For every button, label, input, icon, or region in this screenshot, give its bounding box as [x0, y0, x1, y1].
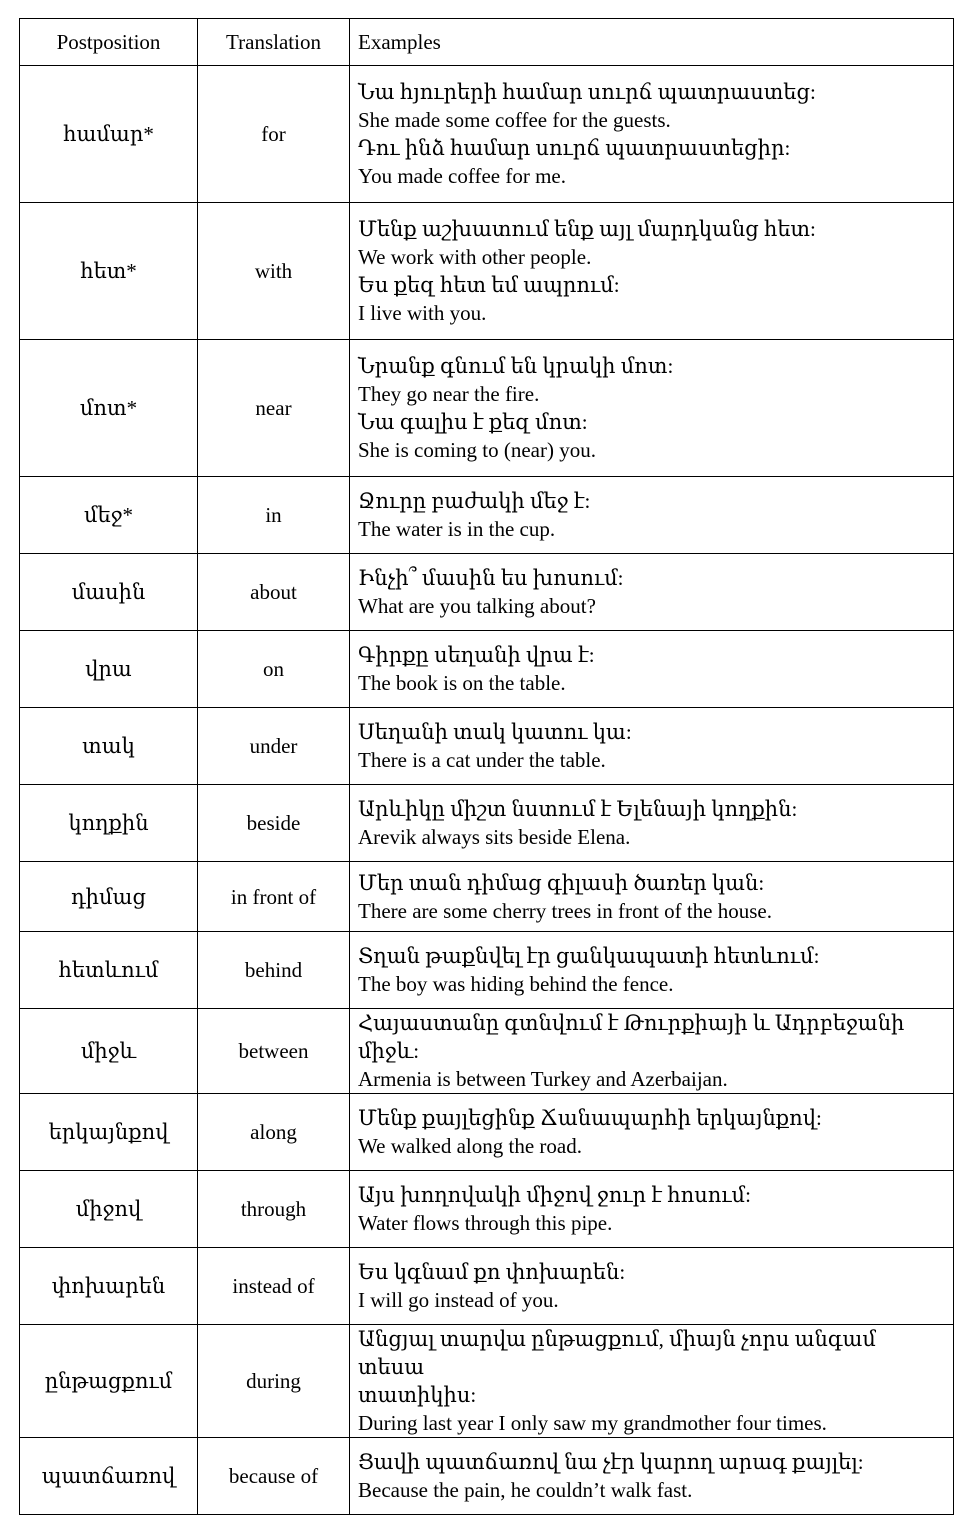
examples-cell: [350, 1248, 954, 1325]
example-line: Նա հյուրերի համար սուրճ պատրաստեց:: [358, 80, 816, 104]
translation-cell: in front of: [198, 862, 350, 932]
example-line: Arevik always sits beside Elena.: [358, 825, 631, 849]
example-line: Water flows through this pipe.: [358, 1211, 613, 1235]
example-line: She made some coffee for the guests.: [358, 108, 671, 132]
translation-cell: under: [198, 708, 350, 785]
example-line: During last year I only saw my grandmother four times.: [358, 1411, 827, 1435]
header-examples: Examples: [350, 19, 954, 66]
example-line: What are you talking about?: [358, 594, 596, 618]
table-row: [20, 631, 954, 708]
example-line: Ինչի՞ մասին ես խոսում:: [358, 566, 624, 590]
postposition-cell: փոխարեն: [20, 1248, 198, 1325]
example-line: Նա գալիս է քեզ մոտ:: [358, 410, 588, 434]
example-line: Armenia is between Turkey and Azerbaijan.: [358, 1067, 728, 1091]
table-row: [20, 66, 954, 203]
postposition-cell: հետ*: [20, 203, 198, 340]
example-line: Ցավի պատճառով նա չէր կարող արագ քայլել:: [358, 1450, 864, 1474]
example-line: Because the pain, he couldn’t walk fast.: [358, 1478, 693, 1502]
table-row: [20, 554, 954, 631]
examples-cell: [350, 785, 954, 862]
example-line: There is a cat under the table.: [358, 748, 606, 772]
example-line: տատիկիս:: [358, 1383, 477, 1407]
example-line: There are some cherry trees in front of the house.: [358, 898, 772, 923]
translation-cell: through: [198, 1171, 350, 1248]
postposition-cell: դիմաց: [20, 862, 198, 932]
example-line: We walked along the road.: [358, 1134, 582, 1158]
example-line: I live with you.: [358, 301, 487, 325]
examples-cell: [350, 203, 954, 340]
postposition-cell: համար*: [20, 66, 198, 203]
example-line: Ես կգնամ քո փոխարեն:: [358, 1260, 626, 1284]
example-line: Մենք աշխատում ենք այլ մարդկանց հետ:: [358, 217, 816, 241]
translation-cell: during: [198, 1325, 350, 1438]
translation-cell: near: [198, 340, 350, 477]
examples-cell: [350, 554, 954, 631]
translation-cell: with: [198, 203, 350, 340]
table-row: [20, 708, 954, 785]
table-row: [20, 340, 954, 477]
example-line: The book is on the table.: [358, 671, 566, 695]
examples-cell: [350, 708, 954, 785]
example-line: Մենք քայլեցինք Ճանապարհի երկայնքով:: [358, 1106, 822, 1130]
translation-cell: beside: [198, 785, 350, 862]
example-line: Դու ինձ համար սուրճ պատրաստեցիր:: [358, 136, 791, 160]
example-line: I will go instead of you.: [358, 1288, 559, 1312]
table-row: [20, 862, 954, 932]
postposition-cell: մասին: [20, 554, 198, 631]
example-line: Մեր տան դիմաց գիլասի ծառեր կան:: [358, 870, 765, 895]
example-line: Գիրքը սեղանի վրա է:: [358, 643, 595, 667]
postposition-cell: մոտ*: [20, 340, 198, 477]
translation-cell: behind: [198, 932, 350, 1009]
translation-cell: in: [198, 477, 350, 554]
examples-cell: [350, 1438, 954, 1515]
table-row: [20, 1171, 954, 1248]
postposition-cell: միջև: [20, 1009, 198, 1094]
examples-cell: [350, 1009, 954, 1094]
examples-cell: [350, 862, 954, 932]
table-row: [20, 932, 954, 1009]
postposition-cell: մեջ*: [20, 477, 198, 554]
postposition-cell: վրա: [20, 631, 198, 708]
example-line: Սեղանի տակ կատու կա:: [358, 720, 632, 744]
example-line: We work with other people.: [358, 245, 592, 269]
header-postposition: Postposition: [20, 19, 198, 66]
example-line: Ջուրը բաժակի մեջ է:: [358, 489, 591, 513]
example-line: Այս խողովակի միջով ջուր է հոսում:: [358, 1183, 751, 1207]
table-row: [20, 1009, 954, 1094]
example-line: She is coming to (near) you.: [358, 438, 596, 462]
table-row: [20, 1094, 954, 1171]
table-row: [20, 203, 954, 340]
examples-cell: [350, 932, 954, 1009]
postposition-cell: կողքին: [20, 785, 198, 862]
example-line: You made coffee for me.: [358, 164, 567, 188]
example-line: The water is in the cup.: [358, 517, 556, 541]
table-row: [20, 1438, 954, 1515]
header-row: [20, 19, 954, 66]
example-line: The boy was hiding behind the fence.: [358, 972, 674, 996]
example-line: Հայաստանը գտնվում է Թուրքիայի և Ադրբեջանի միջև:: [358, 1011, 905, 1063]
examples-cell: [350, 1325, 954, 1438]
table-row: [20, 1248, 954, 1325]
example-line: They go near the fire.: [358, 382, 540, 406]
postposition-cell: ընթացքում: [20, 1325, 198, 1438]
postpositions-table: [19, 18, 954, 1515]
examples-cell: [350, 66, 954, 203]
translation-cell: for: [198, 66, 350, 203]
examples-cell: [350, 1094, 954, 1171]
translation-cell: between: [198, 1009, 350, 1094]
table-row: [20, 785, 954, 862]
translation-cell: about: [198, 554, 350, 631]
example-line: Նրանք գնում են կրակի մոտ:: [358, 354, 674, 378]
translation-cell: instead of: [198, 1248, 350, 1325]
postposition-cell: պատճառով: [20, 1438, 198, 1515]
postposition-cell: տակ: [20, 708, 198, 785]
examples-cell: [350, 477, 954, 554]
postposition-cell: հետևում: [20, 932, 198, 1009]
header-translation: Translation: [198, 19, 350, 66]
examples-cell: [350, 340, 954, 477]
examples-cell: [350, 631, 954, 708]
example-line: Տղան թաքնվել էր ցանկապատի հետևում:: [358, 944, 820, 968]
translation-cell: on: [198, 631, 350, 708]
translation-cell: because of: [198, 1438, 350, 1515]
example-line: Արևիկը միշտ նստում է Ելենայի կողքին:: [358, 797, 798, 821]
table-row: [20, 1325, 954, 1438]
postposition-cell: երկայնքով: [20, 1094, 198, 1171]
table-row: [20, 477, 954, 554]
example-line: Անցյալ տարվա ընթացքում, միայն չորս անգամ տեսա: [358, 1327, 876, 1379]
postposition-cell: միջով: [20, 1171, 198, 1248]
examples-cell: [350, 1171, 954, 1248]
translation-cell: along: [198, 1094, 350, 1171]
example-line: Ես քեզ հետ եմ ապրում:: [358, 273, 620, 297]
